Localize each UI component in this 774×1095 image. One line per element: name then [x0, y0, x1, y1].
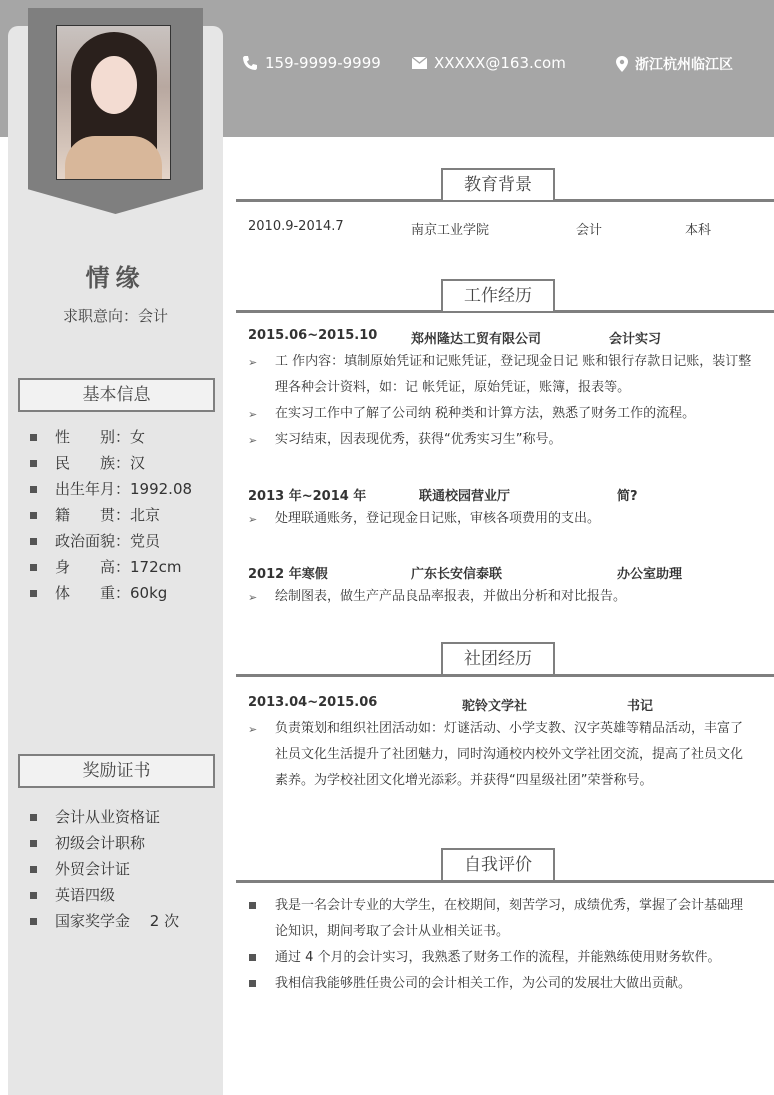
job-bullet: 处理联通账务，登记现金日记账，审核各项费用的支出。	[275, 511, 601, 526]
job-bullet: 实习结束，因表现优秀，获得“优秀实习生”称号。	[275, 432, 562, 447]
square-bullet-icon	[30, 460, 37, 467]
job-date: 2013 年~2014 年	[248, 489, 367, 504]
award-item	[30, 908, 179, 934]
phone-text: 159-9999-9999	[265, 54, 381, 72]
contact-phone	[242, 54, 381, 72]
square-bullet-icon	[30, 814, 37, 821]
basic-birth: 出生年月：1992.08	[55, 480, 193, 498]
arrow-bullet-icon: ➢	[248, 513, 258, 526]
award-item	[30, 856, 179, 882]
basic-ethnicity: 民 族：汉	[55, 454, 146, 472]
contact-location	[616, 54, 733, 74]
photo-face	[91, 56, 137, 114]
award-text: 英语四级	[55, 886, 116, 904]
job-date: 2015.06~2015.10	[248, 328, 378, 343]
square-bullet-icon	[30, 866, 37, 873]
basic-info-item	[30, 450, 192, 476]
self-item: 我是一名会计专业的大学生，在校期间，刻苦学习，成绩优秀，掌握了会计基础理论知识，期间考取了会计从业相关证书。	[275, 898, 744, 939]
square-bullet-icon	[249, 954, 256, 961]
job-role: 办公室助理	[617, 567, 683, 582]
square-bullet-icon	[30, 434, 37, 441]
education-major: 会计	[576, 223, 603, 238]
award-item	[30, 830, 179, 856]
education-heading: 教育背景	[441, 168, 555, 202]
job-date: 2012 年寒假	[248, 567, 328, 582]
basic-info-item	[30, 424, 192, 450]
job-org: 联通校园营业厅	[419, 489, 511, 504]
arrow-bullet-icon: ➢	[248, 434, 258, 447]
arrow-bullet-icon: ➢	[248, 591, 258, 604]
club-bullet: 负责策划和组织社团活动如：灯谜活动、小学支教、汉字英雄等精品活动，丰富了社员文化生活提升了社团魅力，同时沟通校内校外文学社团交流，提高了社员文化素养。为学校社团文化增光添彩。并获得“四星级社团”荣誉称号。	[275, 721, 744, 788]
basic-political: 政治面貌：党员	[55, 532, 161, 550]
arrow-bullet-icon: ➢	[248, 408, 258, 421]
job-role: 简?	[617, 489, 638, 504]
award-text: 初级会计职称	[55, 834, 146, 852]
square-bullet-icon	[30, 892, 37, 899]
square-bullet-icon	[30, 538, 37, 545]
square-bullet-icon	[30, 564, 37, 571]
basic-gender: 性 别：女	[55, 428, 146, 446]
email-text: XXXXX@163.com	[434, 54, 566, 72]
basic-info-item	[30, 580, 192, 606]
award-text: 外贸会计证	[55, 860, 131, 878]
award-text: 国家奖学金 2 次	[55, 912, 180, 930]
arrow-bullet-icon: ➢	[248, 723, 258, 736]
education-degree: 本科	[685, 223, 712, 238]
profile-photo	[56, 25, 171, 180]
basic-info-item	[30, 502, 192, 528]
job-bullet: 在实习工作中了解了公司纳 税种类和计算方法，熟悉了财务工作的流程。	[275, 406, 696, 421]
square-bullet-icon	[249, 980, 256, 987]
square-bullet-icon	[30, 590, 37, 597]
job-org: 广东长安信泰联	[411, 567, 503, 582]
square-bullet-icon	[249, 902, 256, 909]
education-date: 2010.9-2014.7	[248, 219, 344, 234]
club-heading: 社团经历	[441, 642, 555, 676]
photo-body	[65, 136, 162, 180]
phone-icon	[242, 55, 258, 71]
club-org: 驼铃文学社	[462, 699, 528, 714]
club-date: 2013.04~2015.06	[248, 695, 378, 710]
job-role: 会计实习	[609, 332, 662, 347]
location-pin-icon	[616, 56, 628, 72]
mail-icon	[412, 57, 427, 69]
basic-info-item	[30, 476, 192, 502]
basic-weight: 体 重：60kg	[55, 584, 168, 602]
square-bullet-icon	[30, 840, 37, 847]
basic-info-list	[30, 424, 192, 606]
basic-info-item	[30, 554, 192, 580]
location-text: 浙江杭州临江区	[635, 57, 733, 73]
square-bullet-icon	[30, 512, 37, 519]
award-item	[30, 882, 179, 908]
self-item: 我相信我能够胜任贵公司的会计相关工作，为公司的发展壮大做出贡献。	[275, 976, 692, 991]
club-role: 书记	[627, 699, 654, 714]
basic-hometown: 籍 贯：北京	[55, 506, 161, 524]
basic-height: 身 高：172cm	[55, 558, 182, 576]
job-bullet: 绘制图表，做生产产品良品率报表，并做出分析和对比报告。	[275, 589, 627, 604]
awards-list	[30, 804, 179, 934]
square-bullet-icon	[30, 918, 37, 925]
contact-email	[412, 54, 566, 72]
arrow-bullet-icon: ➢	[248, 356, 258, 369]
award-text: 会计从业资格证	[55, 808, 161, 826]
job-bullet: 工 作内容：填制原始凭证和记账凭证，登记现金日记 账和银行存款日记账，装订整理各种会计资料，如：记 帐凭证，原始凭证，账簿，报表等。	[275, 354, 752, 395]
work-heading: 工作经历	[441, 279, 555, 313]
basic-info-item	[30, 528, 192, 554]
self-heading: 自我评价	[441, 848, 555, 882]
award-item	[30, 804, 179, 830]
awards-heading: 奖励证书	[18, 754, 215, 788]
job-intent: 求职意向：会计	[62, 307, 168, 325]
basic-info-heading: 基本信息	[18, 378, 215, 412]
square-bullet-icon	[30, 486, 37, 493]
education-school: 南京工业学院	[411, 223, 490, 238]
self-item: 通过 4 个月的会计实习，我熟悉了财务工作的流程，并能熟练使用财务软件。	[275, 950, 721, 965]
candidate-name: 情缘	[85, 264, 146, 292]
job-org: 郑州隆达工贸有限公司	[411, 332, 542, 347]
